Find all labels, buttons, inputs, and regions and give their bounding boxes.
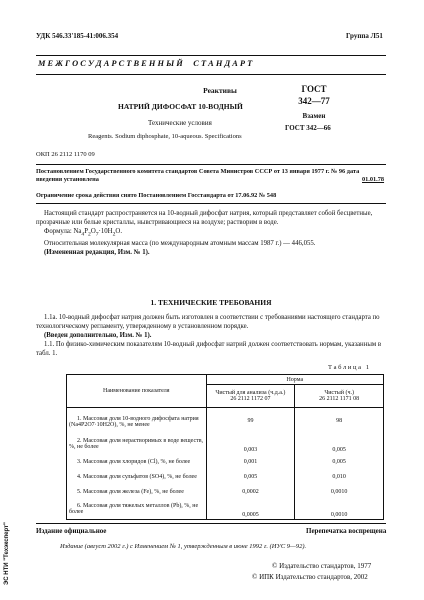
footer-rule — [36, 523, 386, 524]
group-code: Группа Л51 — [346, 32, 383, 40]
norms-table — [66, 374, 384, 520]
interstate-standard-banner: М Е Ж Г О С У Д А Р С Т В Е Н Н Ы Й С Т А Н Д А Р Т — [38, 59, 253, 68]
side-stamp: ЭС НТИ "Техэксперт" — [4, 522, 10, 585]
table-row — [67, 454, 384, 469]
row-name: 5. Массовая доля железа (Fe), %, не более — [67, 484, 207, 499]
reprint-prohibited: Перепечатка воспрещена — [306, 527, 387, 535]
udk-code: УДК 546.33'185-41:006.354 — [36, 32, 119, 40]
banner-bottom-rule — [36, 74, 386, 75]
row-value-pure: 0,005 — [295, 434, 384, 454]
table-row — [67, 434, 384, 454]
introduction-date: 01.01.78 — [362, 176, 385, 183]
header-indicator: Наименование показателя — [67, 375, 207, 408]
row-name: 1. Массовая доля 10-водного дифосфата натрия (Na4P2O7·10H2O), %, не менее — [67, 408, 207, 435]
decree-text: Постановлением Государственного комитета стандартов Совета Министров СССР от 13 января 1977 г. № 96 дата введения установлена — [36, 168, 360, 183]
intro-block — [36, 209, 386, 257]
row-value-pure-analysis: 0,0002 — [206, 484, 295, 499]
amendment-note: (Измененная редакция, Изм. № 1). — [44, 249, 150, 257]
clause-1-1a-note: (Введен дополнительно, Изм. № 1). — [44, 332, 152, 339]
table-row — [67, 408, 384, 435]
decree-divider — [36, 203, 386, 204]
table-caption: Т а б л и ц а 1 — [328, 364, 370, 371]
copyright-2002: © ИПК Издательство стандартов, 2002 — [252, 573, 368, 581]
intro-paragraph: Настоящий стандарт распространяется на 10-водный дифосфат натрия, который представляет собой бесцветные, прозрачные или белые кристаллы, нывстривающиеся на воздухе; растворим в воде. — [36, 210, 373, 226]
section-heading: 1. ТЕХНИЧЕСКИЕ ТРЕБОВАНИЯ — [150, 298, 272, 307]
table-1 — [66, 374, 384, 520]
row-name: 2. Массовая доля нерастворимых в воде веществ, %, не более — [67, 434, 207, 454]
row-name: 6. Массовая доля тяжелых металлов (Pb), %, не более — [67, 499, 207, 520]
instead-label: Взамен — [302, 112, 326, 120]
okp-code: ОКП 26 2112 1170 09 — [36, 151, 95, 158]
row-value-pure: 98 — [295, 408, 384, 435]
row-value-pure: 0,005 — [295, 454, 384, 469]
instead-gost: ГОСТ 342—66 — [285, 124, 331, 132]
header-pure: Чистый (ч.) 26 2112 1171 08 — [295, 385, 384, 408]
row-name: 3. Массовая доля хлоридов (Cl), %, не более — [67, 454, 207, 469]
header-pure-analysis: Чистый для анализа (ч.д.а.) 26 2112 1172 07 — [206, 385, 295, 408]
row-value-pure: 0,0010 — [295, 484, 384, 499]
table-row — [67, 484, 384, 499]
official-edition: Издание официальное — [36, 527, 107, 535]
header-divider — [36, 164, 386, 165]
document-subtitle: Технические условия — [148, 119, 212, 127]
banner-top-rule — [36, 55, 386, 56]
copyright-1977: © Издательство стандартов, 1977 — [272, 562, 372, 570]
clause-1-1: 1.1. По физико-химическим показателям 10-водный дифосфат натрий должен соответствовать нормам, указанным в табл. 1. — [36, 341, 382, 357]
row-name: 4. Массовая доля сульфатов (SO4), %, не более — [67, 469, 207, 484]
table-row — [67, 499, 384, 520]
row-value-pure-analysis: 99 — [206, 408, 295, 435]
english-title: Reagents. Sodium diphosphate, 10-aqueous. Specifications — [88, 133, 242, 140]
document-title: НАТРИЙ ДИФОСФАТ 10-ВОДНЫЙ — [118, 102, 243, 111]
category: Реактивы — [203, 86, 237, 95]
gost-label: ГОСТ — [301, 84, 327, 94]
row-value-pure: 0,010 — [295, 469, 384, 484]
row-value-pure-analysis: 0,005 — [206, 469, 295, 484]
limitation-note: Ограничение срока действия снято Постановлением Госстандарта от 17.06.92 № 548 — [36, 192, 277, 199]
section-body — [36, 313, 386, 358]
edition-note: Издание (август 2002 г.) с Изменением № 1, утвержденным в июне 1992 г. (ИУС 9—92). — [60, 543, 307, 550]
gost-number: 342—77 — [298, 96, 330, 106]
row-value-pure-analysis: 0,0005 — [206, 499, 295, 520]
table-row — [67, 469, 384, 484]
row-value-pure-analysis: 0,001 — [206, 454, 295, 469]
row-value-pure: 0,0010 — [295, 499, 384, 520]
row-value-pure-analysis: 0,003 — [206, 434, 295, 454]
header-norm: Норма — [206, 375, 383, 385]
clause-1-1a: 1.1а. 10-водный дифосфат натрия должен быть изготовлен в соответствии с требованиями настоящего стандарта по технологическому регламенту, утвержденному в установленном порядке. — [36, 314, 380, 330]
formula: Формула: $Na_4P_2O_7\cdot 10H_2O$. — [44, 228, 123, 238]
molecular-mass: Относительная молекулярная масса (по международным атомным массам 1987 г.) — 446,055. — [44, 240, 316, 248]
